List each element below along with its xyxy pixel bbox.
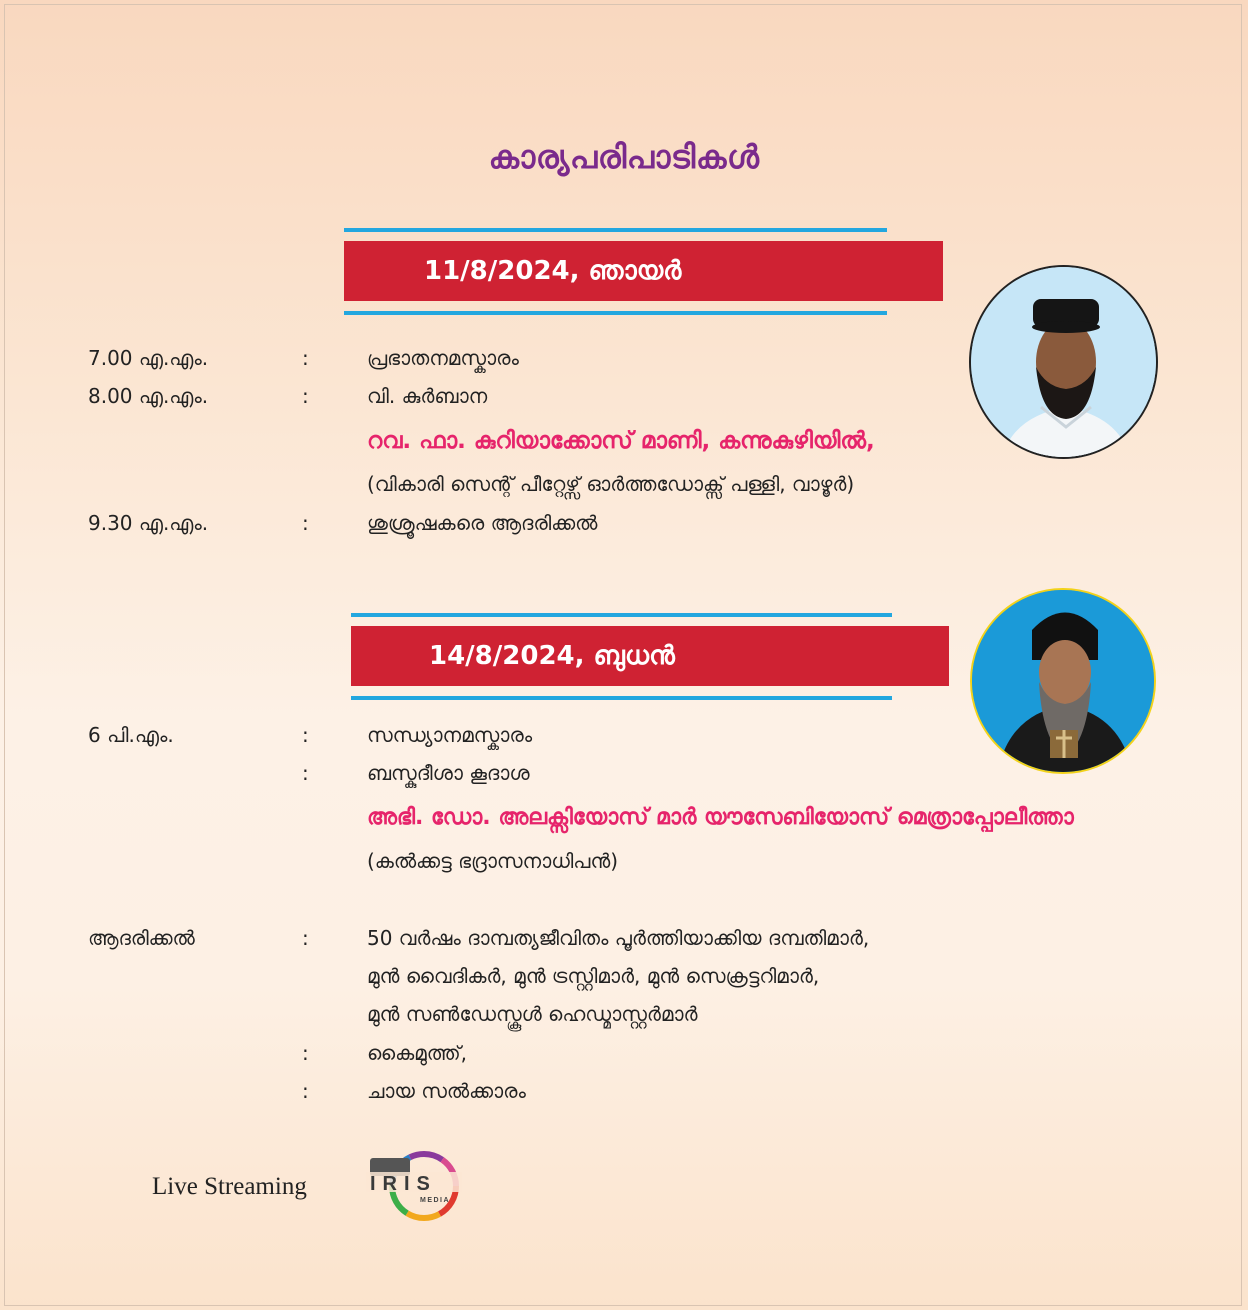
rule-top-2 [351, 613, 892, 617]
logo-subtext: MEDIA [420, 1197, 451, 1204]
bishop-portrait-icon [972, 590, 1156, 774]
event-kaimuthu: കൈമുത്ത്, [367, 1041, 467, 1065]
sep-2: : [302, 384, 309, 408]
time-1: 7.00 എ.എം. [88, 346, 209, 370]
event-1: പ്രഭാതനമസ്കാരം [367, 346, 519, 370]
honor-line-1: 50 വർഷം ദാമ്പത്യജീവിതം പൂർത്തിയാക്കിയ ദമ്പതിമാർ, [367, 926, 870, 950]
event-2: വി. കുർബാന [367, 384, 488, 408]
celebrant-role-1: (വികാരി സെന്റ് പീറ്റേഴ്സ് ഓർത്തഡോക്സ് പള്ളി, വാഴൂർ) [367, 472, 855, 496]
celebrant-role-2: (കൽക്കട്ട ഭദ്രാസനാധിപൻ) [367, 849, 619, 873]
logo-text: IRIS [370, 1173, 437, 1195]
celebrant-name-1: റവ. ഫാ. കുറിയാക്കോസ് മാണി, കന്നുകുഴിയിൽ, [367, 428, 875, 454]
date-banner-2 [351, 626, 949, 686]
event-3: ശുശ്രൂഷകരെ ആദരിക്കൽ [367, 511, 598, 535]
iris-media-logo [366, 1150, 462, 1224]
bishop-photo [970, 588, 1156, 774]
celebrant-name-2: അഭി. ഡോ. അലക്സിയോസ് മാർ യൗസേബിയോസ് മെത്രാപ്പോലീത്താ [367, 805, 1074, 830]
rule-bottom-2 [351, 696, 892, 700]
sep-3: : [302, 511, 309, 535]
sep-5: : [302, 761, 309, 785]
date-banner-1 [344, 241, 943, 301]
rule-top-1 [344, 228, 887, 232]
priest-portrait-icon [971, 267, 1158, 459]
sep-6: : [302, 926, 309, 950]
priest-photo [969, 265, 1158, 459]
rule-bottom-1 [344, 311, 887, 315]
event-5: ബസ്കുദീശാ കൂദാശ [367, 761, 530, 785]
date-2: 14/8/2024, ബുധൻ [429, 640, 675, 671]
honor-label: ആദരിക്കൽ [88, 926, 195, 950]
event-4: സന്ധ്യാനമസ്കാരം [367, 723, 533, 747]
date-1: 11/8/2024, ഞായർ [424, 255, 682, 286]
page-title: കാര്യപരിപാടികൾ [488, 138, 760, 176]
time-2: 8.00 എ.എം. [88, 384, 209, 408]
sep-7: : [302, 1041, 309, 1065]
iris-logo-icon [366, 1150, 462, 1224]
sep-8: : [302, 1079, 309, 1103]
live-streaming-label: Live Streaming [152, 1173, 307, 1200]
honor-line-2: മുൻ വൈദികർ, മുൻ ട്രസ്റ്റിമാർ, മുൻ സെക്രട്ടറിമാർ, [367, 964, 820, 988]
event-tea: ചായ സൽക്കാരം [367, 1079, 526, 1103]
time-3: 9.30 എ.എം. [88, 511, 209, 535]
sep-1: : [302, 346, 309, 370]
honor-line-3: മുൻ സൺഡേസ്കൂൾ ഹെഡ്മാസ്റ്റർമാർ [367, 1002, 698, 1026]
time-4: 6 പി.എം. [88, 723, 174, 747]
sep-4: : [302, 723, 309, 747]
